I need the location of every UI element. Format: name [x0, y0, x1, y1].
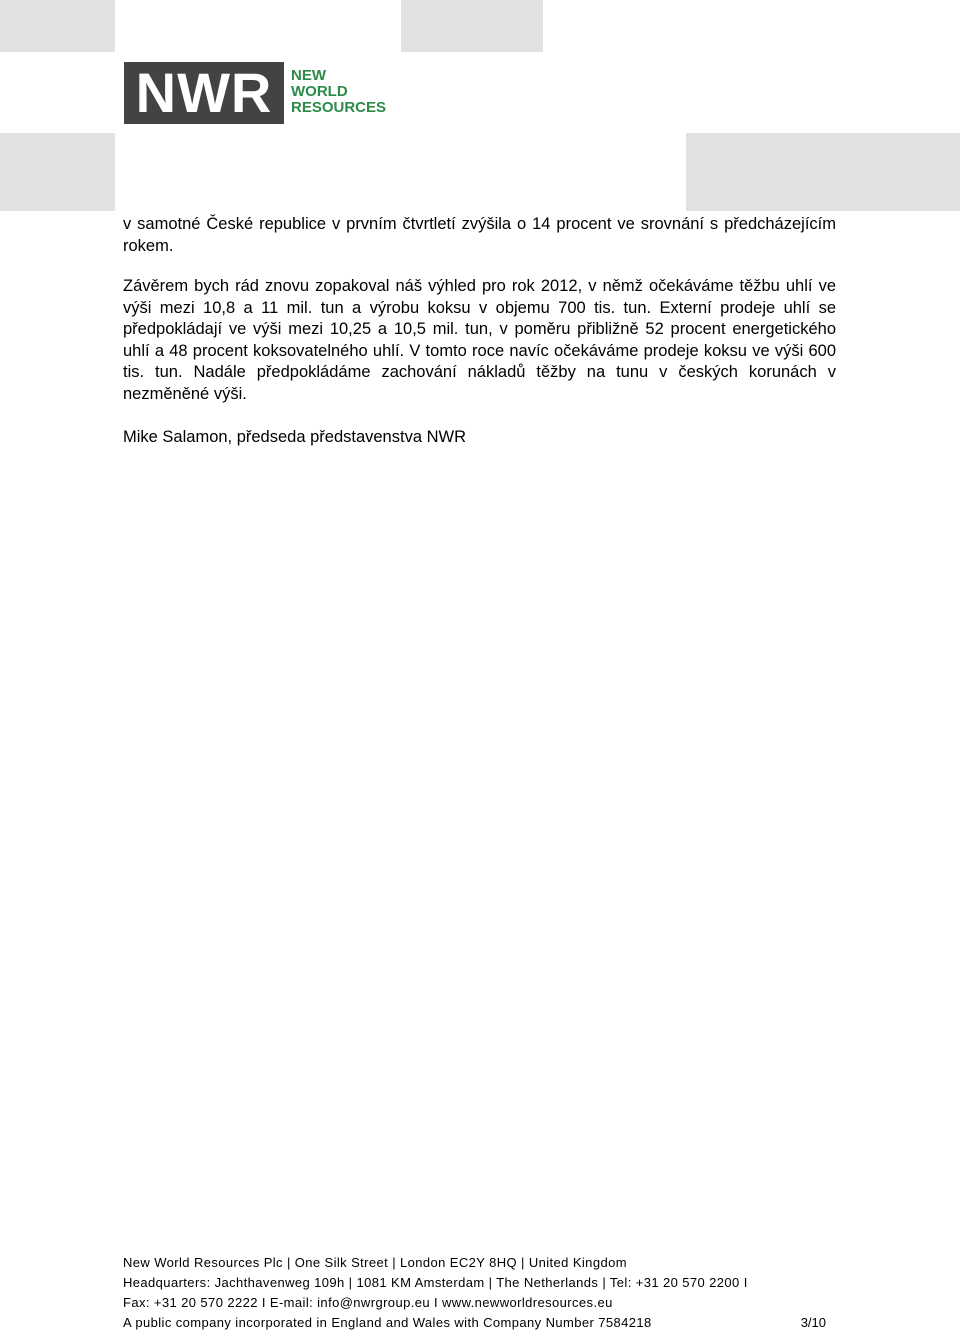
header-decor-block [0, 0, 115, 52]
body-paragraph-continuation: v samotné České republice v prvním čtvrtletí zvýšila o 14 procent ve srovnání s předcházejícím rokem. [123, 215, 836, 255]
signature: Mike Salamon, předseda představenstva NWR [123, 428, 466, 446]
footer-headquarters: Headquarters: Jachthavenweg 109h | 1081 KM Amsterdam | The Netherlands | Tel: +31 20 570 2200 I [123, 1275, 748, 1290]
logo-word: WORLD [291, 83, 348, 100]
body-paragraph-outlook: Závěrem bych rád znovu zopakoval náš výhled pro rok 2012, v němž očekáváme těžbu uhlí ve výši mezi 10,8 a 11 mil. tun a výrobu koksu v objemu 700 tis. tun. Externí prodeje uhlí se předpokládají ve výši mezi 10,25 a 10,5 mil. tun, v poměru přibližně 52 procent energetického uhlí a 48 procent koksovatelného uhlí. V tomto roce navíc očekáváme prodeje koksu ve výši 600 tis. tun. Nadále předpokládáme zachování nákladů těžby na tunu v českých korunách v nezměněné výši. [123, 277, 836, 403]
logo-mark: NWR [124, 62, 284, 124]
logo-word: RESOURCES [291, 99, 387, 116]
logo-wordmark [291, 68, 386, 116]
header-decor-block [686, 133, 960, 211]
header-decor-block [0, 133, 115, 211]
logo-word: NEW [291, 67, 326, 84]
header-decor-block [401, 0, 543, 52]
footer-address: New World Resources Plc | One Silk Street | London EC2Y 8HQ | United Kingdom [123, 1255, 627, 1270]
footer-contact: Fax: +31 20 570 2222 I E-mail: info@nwrgroup.eu I www.newworldresources.eu [123, 1295, 613, 1310]
footer-company-info: A public company incorporated in England and Wales with Company Number 7584218 [123, 1315, 652, 1330]
page-number: 3/10 [800, 1315, 826, 1330]
